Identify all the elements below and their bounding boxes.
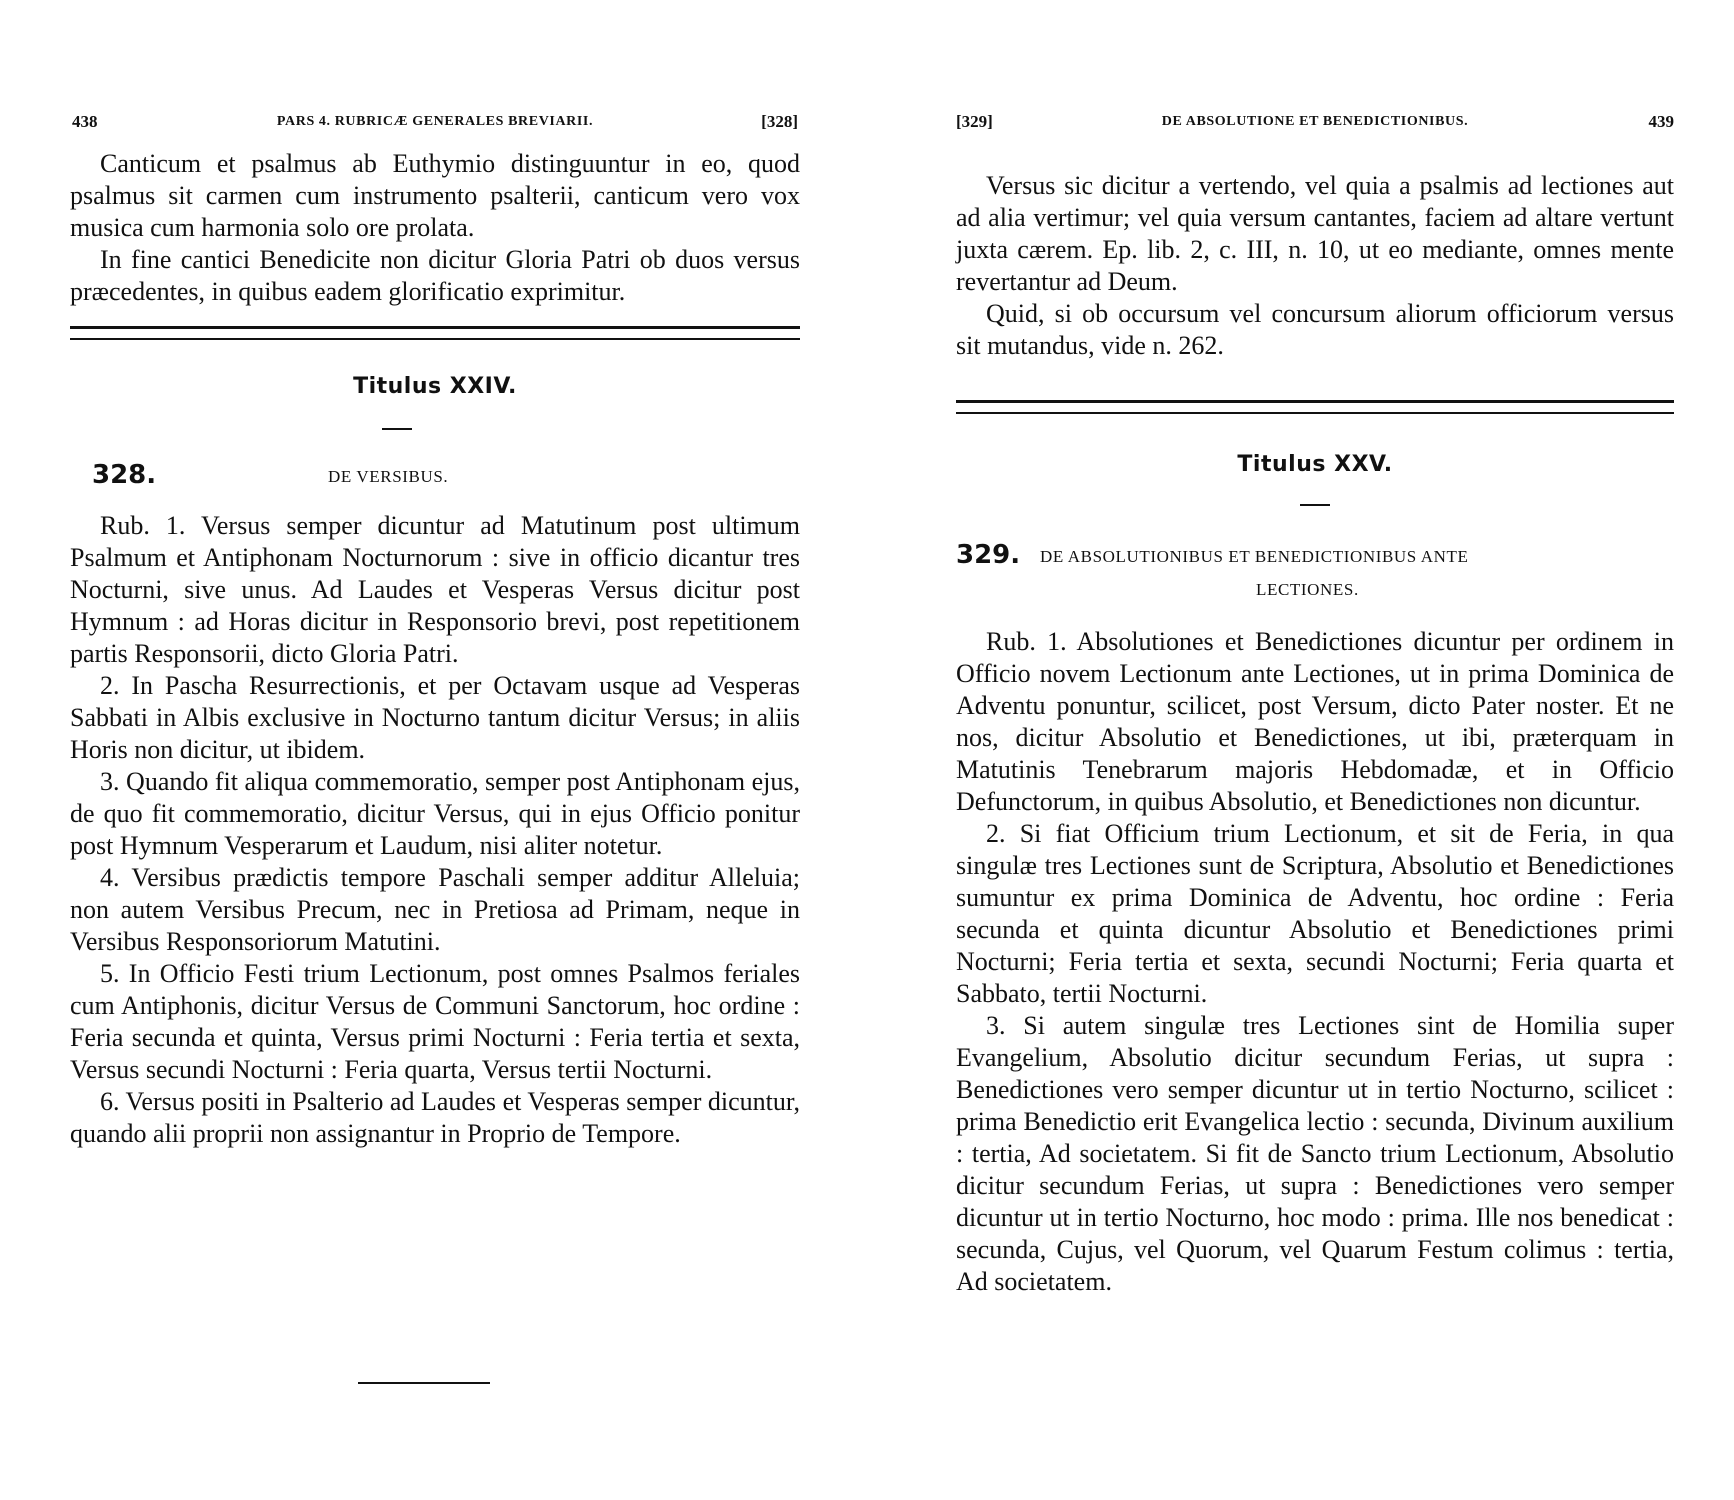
rubric-paragraph: 3. Quando fit aliqua commemoratio, semper post Antiphonam ejus, de quo fit commemoratio, dicitur Versus, qui in ejus Officio ponitur post Hymnum Vesperarum et Laudum, nisi aliter notetur. (70, 767, 800, 860)
page-number: 438 (72, 112, 98, 131)
section-reference: [328] (761, 112, 798, 131)
rubric-paragraph: 5. In Officio Festi trium Lectionum, post omnes Psalmos feriales cum Antiphonis, dicitur Versus de Communi Sanctorum, hoc ordine : Feria secunda et quinta, Versus primi Nocturni : Feria tertia et sexta, Versus secundi Nocturni : Feria quarta, Versus tertii Nocturni. (70, 959, 800, 1084)
left-page (70, 0, 800, 1500)
rubric-paragraph: Rub. 1. Absolutiones et Benedictiones dicuntur per ordinem in Officio novem Lectionum ante Lectiones, ut in prima Dominica de Adventu ponuntur, scilicet, post Versum, dicto Pater noster. Et ne nos, dicitur Absolutio et Benedictiones, ut ibi, præterquam in Matutinis Tenebrarum majoris Hebdomadæ, et in Officio Defunctorum, in quibus Absolutio, et Benedictiones non dicuntur. (956, 627, 1674, 816)
rubric-paragraph: 3. Si autem singulæ tres Lectiones sint de Homilia super Evangelium, Absolutio dicitur secundum Ferias, ut supra : Benedictiones vero semper dicuntur ut in tertio Nocturno, scilicet : prima Benedictio erit Evangelica lectio : secunda, Divinum auxilium : tertia, Ad societatem. Si fit de Sancto trium Lectionum, Absolutio dicitur secundum Ferias, ut supra : Benedictiones vero semper dicuntur ut in tertio Nocturno, hoc modo : prima. Ille nos benedicat : secunda, Cujus, vel Quorum, vel Quarum Festum colimus : tertia, Ad societatem. (956, 1011, 1674, 1296)
right-page (956, 0, 1674, 1500)
section-title-line-2: LECTIONES. (1256, 580, 1359, 599)
running-title: PARS 4. RUBRICÆ GENERALES BREVIARII. (276, 114, 594, 129)
rubric-paragraph: 2. Si fiat Officium trium Lectionum, et sit de Feria, in qua singulæ tres Lectiones sunt de Scriptura, Absolutio et Benedictiones sumuntur ex prima Dominica de Adventu, hoc ordine : Feria secunda et quinta dicuntur Absolutio et Benedictiones primi Nocturni; Feria tertia et sexta, secundi Nocturni; Feria quarta et Sabbato, tertii Nocturni. (956, 819, 1674, 1008)
section-title: DE VERSIBUS. (328, 467, 449, 486)
running-head (70, 112, 800, 138)
intro-text (956, 170, 1674, 362)
double-rule (70, 326, 800, 340)
paragraph: In fine cantici Benedicite non dicitur Gloria Patri ob duos versus præcedentes, in quibus eadem glorificatio exprimitur. (70, 245, 800, 306)
paragraph: Canticum et psalmus ab Euthymio distinguuntur in eo, quod psalmus sit carmen cum instrumento psalterii, canticum vero vox musica cum harmonia solo ore prolata. (70, 149, 800, 242)
short-dash (1300, 504, 1330, 506)
section-number: 328. (92, 460, 157, 490)
rubric-paragraph: Rub. 1. Versus semper dicuntur ad Matutinum post ultimum Psalmum et Antiphonam Nocturnorum : sive in officio dicantur tres Nocturni, sive unus. Ad Laudes et Vesperas Versus dicitur post Hymnum : ad Horas dicitur in Responsorio brevi, post repetitionem partis Responsorii, dicto Gloria Patri. (70, 511, 800, 668)
titulus-heading: Titulus XXV. (1237, 452, 1393, 477)
rubrics (70, 510, 800, 1150)
rubric-paragraph: 2. In Pascha Resurrectionis, et per Octavam usque ad Vesperas Sabbati in Albis exclusive in Nocturno tantum dicitur Versus; in aliis Horis non dicitur, ut ibidem. (70, 671, 800, 764)
paragraph: Versus sic dicitur a vertendo, vel quia a psalmis ad lectiones aut ad alia vertimur; vel quia versum cantantes, faciem ad altare vertunt juxta cærem. Ep. lib. 2, c. III, n. 10, ut eo mediante, omnes mente revertantur ad Deum. (956, 171, 1674, 296)
rubrics (956, 626, 1674, 1298)
double-rule (956, 400, 1674, 414)
running-head (956, 112, 1674, 138)
titulus-heading: Titulus XXIV. (353, 374, 517, 399)
paragraph: Quid, si ob occursum vel concursum aliorum officiorum versus sit mutandus, vide n. 262. (956, 299, 1674, 360)
section-number: 329. (956, 540, 1021, 570)
end-rule (358, 1382, 490, 1384)
section-title-line-1: DE ABSOLUTIONIBUS ET BENEDICTIONIBUS ANTE (1040, 547, 1469, 566)
short-dash (382, 428, 412, 430)
intro-text (70, 148, 800, 308)
page-number: 439 (1648, 112, 1674, 131)
running-title: DE ABSOLUTIONE ET BENEDICTIONIBUS. (1161, 114, 1469, 129)
rubric-paragraph: 6. Versus positi in Psalterio ad Laudes et Vesperas semper dicuntur, quando alii proprii non assignantur in Proprio de Tempore. (70, 1087, 800, 1148)
rubric-paragraph: 4. Versibus prædictis tempore Paschali semper additur Alleluia; non autem Versibus Precum, nec in Pretiosa ad Primam, neque in Versibus Responsoriorum Matutini. (70, 863, 800, 956)
section-reference: [329] (956, 112, 993, 131)
